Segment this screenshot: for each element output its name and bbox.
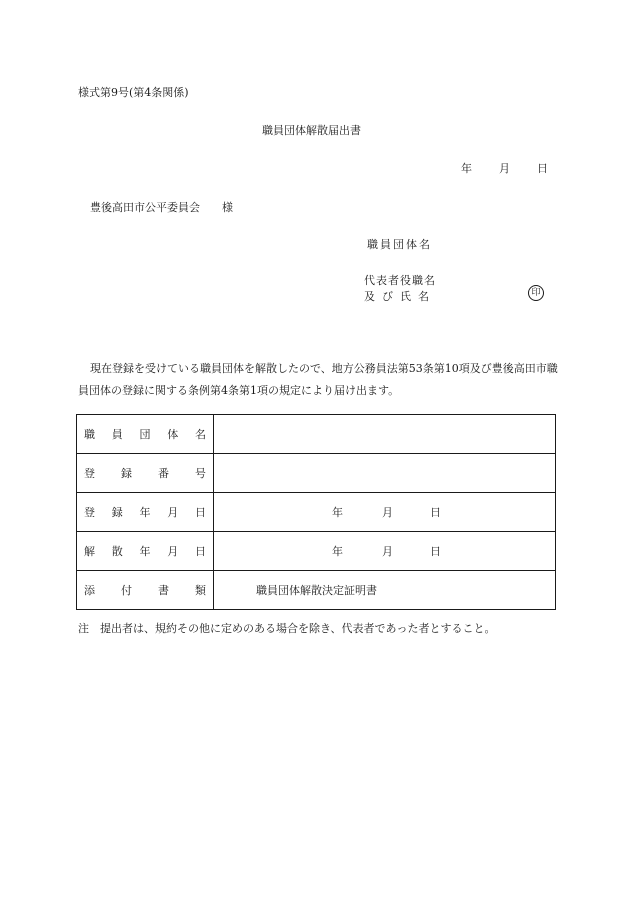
attachments-field[interactable] xyxy=(214,571,556,610)
registration-number-field[interactable] xyxy=(214,454,556,493)
form-number: 様式第9号(第4条関係) xyxy=(78,86,189,99)
seal-icon: 印 xyxy=(528,285,544,301)
date-day-label: 日 xyxy=(537,162,548,175)
table-row xyxy=(77,532,556,571)
dissolution-date-field[interactable]: 年 月 日 xyxy=(214,532,556,571)
table-row xyxy=(77,571,556,610)
dissolution-date-row-label: 解 散 年 月 日 xyxy=(77,532,214,571)
registration-number-row-label: 登 録 番 号 xyxy=(77,454,214,493)
registration-date-row-label: 登 録 年 月 日 xyxy=(77,493,214,532)
footnote: 注 提出者は、規約その他に定めのある場合を除き、代表者であった者とすること。 xyxy=(78,622,496,635)
org-name-row-label: 職 員 団 体 名 xyxy=(77,415,214,454)
addressee-honorific: 様 xyxy=(222,201,233,214)
date-month-label: 月 xyxy=(499,162,510,175)
submission-date xyxy=(461,160,548,176)
table-row xyxy=(77,454,556,493)
attachments-row-label: 添 付 書 類 xyxy=(77,571,214,610)
registration-date-field[interactable]: 年 月 日 xyxy=(214,493,556,532)
org-name-label: 職員団体名 xyxy=(367,238,432,251)
addressee xyxy=(90,199,233,215)
registration-table xyxy=(76,414,556,610)
body-text: 現在登録を受けている職員団体を解散したので、地方公務員法第53条第10項及び豊後高田市職員団体の登録に関する条例第4条第1項の規定により届け出ます。 xyxy=(78,362,558,397)
date-year-label: 年 xyxy=(461,162,472,175)
table-row xyxy=(77,493,556,532)
attachment-document-name: 職員団体解散決定証明書 xyxy=(256,584,377,597)
representative-name-label: 及び氏名 xyxy=(364,290,436,303)
document-title: 職員団体解散届出書 xyxy=(262,124,361,137)
org-name-field[interactable] xyxy=(214,415,556,454)
representative-title-label: 代表者役職名 xyxy=(364,274,436,287)
addressee-name: 豊後高田市公平委員会 xyxy=(90,201,200,214)
table-row xyxy=(77,415,556,454)
